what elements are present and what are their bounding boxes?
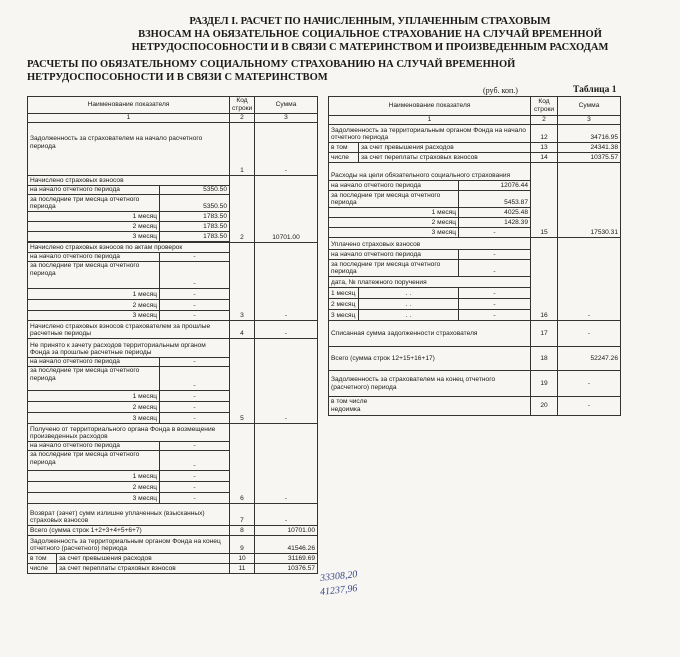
row-15-label: Расходы на цели обязательного социального страхования — [329, 163, 531, 181]
row-6-month-2-label: 2 месяц — [28, 482, 160, 493]
row-3-start-value: - — [160, 253, 230, 262]
row-6-month-2-value: - — [160, 482, 230, 493]
row-15-start-label: на начало отчетного периода — [329, 181, 459, 191]
row-6-month-1-value: - — [160, 471, 230, 482]
section-title-line-2: ВЗНОСАМ НА ОБЯЗАТЕЛЬНОЕ СОЦИАЛЬНОЕ СТРАХОВАНИЕ НА СЛУЧАЙ ВРЕМЕННОЙ — [138, 29, 602, 40]
row-15-sum: 17530.31 — [558, 163, 621, 238]
row-13-code: 13 — [531, 143, 558, 153]
units-label: (руб. коп.) — [483, 86, 518, 95]
row-3-month-2-value: - — [160, 300, 230, 311]
table-subtitle — [27, 58, 547, 84]
row-10-label: за счет превышения расходов — [57, 554, 230, 564]
row-17-sum: - — [558, 321, 621, 347]
row-2-month-2-label: 2 месяц — [28, 222, 160, 232]
row-2-last3-value: 5350.50 — [160, 195, 230, 212]
row-11-code: 11 — [230, 564, 255, 574]
row-3-month-2-label: 2 месяц — [28, 300, 160, 311]
row-11-prefix: числе — [28, 564, 57, 574]
row-5-label: Не принято к зачету расходов территориальным органом Фонда за прошлые расчетные периоды — [28, 339, 230, 358]
row-2-month-3-value: 1783.50 — [160, 232, 230, 242]
row-16-month-3-dots: . . — [359, 310, 459, 321]
row-5-month-2-value: - — [160, 402, 230, 413]
row-10-sum: 31169.69 — [255, 554, 318, 564]
table-number: Таблица 1 — [573, 85, 617, 95]
row-3-month-3-value: - — [160, 311, 230, 321]
row-18-sum: 52247.26 — [558, 347, 621, 371]
row-10-prefix: в том — [28, 554, 57, 564]
right-col-number-1: 1 — [329, 116, 531, 125]
handwritten-note-2: 41237,96 — [319, 583, 358, 598]
col-number-1: 1 — [28, 114, 230, 123]
row-3-label: Начислено страховых взносов по актам проверок — [28, 243, 230, 253]
row-19-sum: - — [558, 371, 621, 397]
row-3-start-label: на начало отчетного периода — [28, 253, 160, 262]
row-5-sum: - — [255, 339, 318, 424]
row-16-month-1-label: 1 месяц — [329, 288, 359, 299]
row-9-code: 9 — [230, 536, 255, 554]
right-col-header-name: Наименование показателя — [329, 97, 531, 116]
row-6-month-3-label: 3 месяц — [28, 493, 160, 504]
row-5-last3-label: за последние три месяца отчетного периода — [28, 367, 160, 391]
row-5-month-3-value: - — [160, 413, 230, 424]
row-6-last3-value: - — [160, 451, 230, 471]
row-6-month-1-label: 1 месяц — [28, 471, 160, 482]
section-title-line-3: НЕТРУДОСПОСОБНОСТИ И В СВЯЗИ С МАТЕРИНСТВОМ И ПРОИЗВЕДЕННЫМ РАСХОДАМ — [131, 42, 609, 53]
right-table — [328, 96, 621, 416]
row-16-order-label: дата, № платежного поручения — [329, 277, 531, 288]
col-header-code: Код строки — [230, 97, 255, 114]
row-15-month-3-value: - — [459, 228, 531, 238]
section-title — [90, 15, 650, 54]
handwritten-note-1: 33308,20 — [319, 569, 358, 584]
row-5-month-1-label: 1 месяц — [28, 391, 160, 402]
row-9-label: Задолженность за территориальным органом Фонда на конец отчетного (расчетного) периода — [28, 536, 230, 554]
row-2-month-1-label: 1 месяц — [28, 212, 160, 222]
row-15-last3-label: за последние три месяца отчетного периода — [329, 191, 459, 208]
right-col-number-3: 3 — [558, 116, 621, 125]
row-3-month-1-value: - — [160, 289, 230, 300]
section-title-line-1: РАЗДЕЛ I. РАСЧЕТ ПО НАЧИСЛЕННЫМ, УПЛАЧЕННЫМ СТРАХОВЫМ — [189, 16, 551, 27]
row-7-code: 7 — [230, 504, 255, 526]
row-2-sum: 10701.00 — [255, 176, 318, 243]
row-5-month-2-label: 2 месяц — [28, 402, 160, 413]
row-2-last3-label: за последние три месяца отчетного периода — [28, 195, 160, 212]
row-16-start-value: - — [459, 250, 531, 260]
row-2-month-3-label: 3 месяц — [28, 232, 160, 242]
row-3-month-3-label: 3 месяц — [28, 311, 160, 321]
row-15-month-1-label: 1 месяц — [329, 208, 459, 218]
row-16-code: 16 — [531, 238, 558, 321]
row-5-last3-value: - — [160, 367, 230, 391]
row-20-code: 20 — [531, 397, 558, 416]
row-17-code: 17 — [531, 321, 558, 347]
right-col-header-sum: Сумма — [558, 97, 621, 116]
row-8-label: Всего (сумма строк 1+2+3+4+5+6+7) — [28, 526, 230, 536]
row-15-last3-value: 5453.87 — [459, 191, 531, 208]
row-4-code: 4 — [230, 321, 255, 339]
row-4-label: Начислено страховых взносов страхователем за прошлые расчетные периоды — [28, 321, 230, 339]
row-20-label-text: недоимка — [331, 406, 361, 413]
row-15-month-1-value: 4025.48 — [459, 208, 531, 218]
table-subtitle-line-2: НЕТРУДОСПОСОБНОСТИ И В СВЯЗИ С МАТЕРИНСТВОМ — [27, 72, 328, 83]
row-15-month-2-label: 2 месяц — [329, 218, 459, 228]
row-20-sum: - — [558, 397, 621, 416]
row-19-code: 19 — [531, 371, 558, 397]
row-2-start-value: 5350.50 — [160, 186, 230, 195]
row-8-sum: 10701.00 — [255, 526, 318, 536]
row-10-code: 10 — [230, 554, 255, 564]
row-5-start-value: - — [160, 358, 230, 367]
row-16-month-3-label: 3 месяц — [329, 310, 359, 321]
row-6-start-value: - — [160, 442, 230, 451]
row-11-sum: 10376.57 — [255, 564, 318, 574]
row-12-sum: 34716.95 — [558, 125, 621, 143]
row-2-label: Начислено страховых взносов — [28, 176, 230, 186]
right-col-number-2: 2 — [531, 116, 558, 125]
row-13-sum: 24341.38 — [558, 143, 621, 153]
row-6-label: Получено от территориального органа Фонда в возмещение произведенных расходов — [28, 424, 230, 442]
col-number-3: 3 — [255, 114, 318, 123]
row-1-label: Задолженность за страхователем на начало расчетного периода — [28, 123, 230, 176]
row-12-label: Задолженность за территориальным органом Фонда на начало отчетного периода — [329, 125, 531, 143]
row-3-last3-label: за последние три месяца отчетного периода — [28, 262, 160, 289]
row-3-sum: - — [255, 243, 318, 321]
row-16-month-1-value: - — [459, 288, 531, 299]
row-2-code: 2 — [230, 176, 255, 243]
row-7-label: Возврат (зачет) сумм излишне уплаченных (взысканных) страховых взносов — [28, 504, 230, 526]
row-16-start-label: на начало отчетного периода — [329, 250, 459, 260]
row-15-code: 15 — [531, 163, 558, 238]
row-14-prefix: числе — [329, 153, 359, 163]
row-2-start-label: на начало отчетного периода — [28, 186, 160, 195]
row-12-code: 12 — [531, 125, 558, 143]
row-16-month-2-dots: . . — [359, 299, 459, 310]
left-table — [27, 96, 318, 574]
row-16-last3-label: за последние три месяца отчетного периода — [329, 260, 459, 277]
row-13-label: за счет превышения расходов — [359, 143, 531, 153]
row-6-month-3-value: - — [160, 493, 230, 504]
row-8-code: 8 — [230, 526, 255, 536]
row-6-last3-label: за последние три месяца отчетного периода — [28, 451, 160, 471]
row-14-label: за счет переплаты страховых взносов — [359, 153, 531, 163]
row-11-label: за счет переплаты страховых взносов — [57, 564, 230, 574]
row-7-sum: - — [255, 504, 318, 526]
row-13-prefix: в том — [329, 143, 359, 153]
row-5-month-1-value: - — [160, 391, 230, 402]
right-col-header-code: Код строки — [531, 97, 558, 116]
row-14-sum: 10375.57 — [558, 153, 621, 163]
row-20-prefix: в том числе — [331, 398, 368, 406]
row-17-label: Списанная сумма задолженности страхователя — [329, 321, 531, 347]
row-6-start-label: на начало отчетного периода — [28, 442, 160, 451]
row-6-code: 6 — [230, 424, 255, 504]
row-2-month-2-value: 1783.50 — [160, 222, 230, 232]
row-15-start-value: 12076.44 — [459, 181, 531, 191]
row-5-month-3-label: 3 месяц — [28, 413, 160, 424]
row-16-month-2-value: - — [459, 299, 531, 310]
row-18-code: 18 — [531, 347, 558, 371]
row-9-sum: 41546.26 — [255, 536, 318, 554]
row-6-sum: - — [255, 424, 318, 504]
row-16-label: Уплачено страховых взносов — [329, 238, 531, 250]
row-3-last3-value: - — [160, 262, 230, 289]
row-16-sum: - — [558, 238, 621, 321]
col-header-sum: Сумма — [255, 97, 318, 114]
row-15-month-2-value: 1428.39 — [459, 218, 531, 228]
table-subtitle-line-1: РАСЧЕТЫ ПО ОБЯЗАТЕЛЬНОМУ СОЦИАЛЬНОМУ СТРАХОВАНИЮ НА СЛУЧАЙ ВРЕМЕННОЙ — [27, 59, 516, 70]
row-19-label: Задолженность за страхователем на конец отчетного (расчетного) периода — [329, 371, 531, 397]
row-15-month-3-label: 3 месяц — [329, 228, 459, 238]
row-20-label — [329, 397, 531, 416]
row-14-code: 14 — [531, 153, 558, 163]
row-5-code: 5 — [230, 339, 255, 424]
row-4-sum: - — [255, 321, 318, 339]
row-1-code: 1 — [230, 123, 255, 176]
row-3-month-1-label: 1 месяц — [28, 289, 160, 300]
row-2-month-1-value: 1783.50 — [160, 212, 230, 222]
row-5-start-label: на начало отчетного периода — [28, 358, 160, 367]
col-number-2: 2 — [230, 114, 255, 123]
row-3-code: 3 — [230, 243, 255, 321]
row-16-month-2-label: 2 месяц — [329, 299, 359, 310]
row-1-sum: - — [255, 123, 318, 176]
row-18-label: Всего (сумма строк 12+15+16+17) — [329, 347, 531, 371]
row-16-last3-value: - — [459, 260, 531, 277]
row-16-month-1-dots: . . — [359, 288, 459, 299]
row-16-month-3-value: - — [459, 310, 531, 321]
col-header-name: Наименование показателя — [28, 97, 230, 114]
